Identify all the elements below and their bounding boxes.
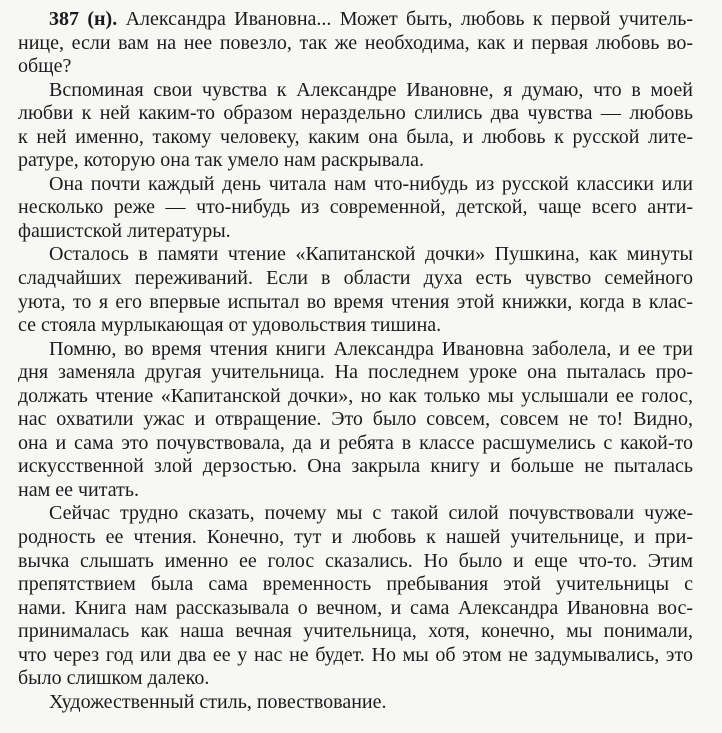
paragraph (18, 338, 693, 503)
text-line: нами. Книга нам рассказывала о вечном, и сама Александра Ивановна вос- (18, 596, 693, 619)
text-line: Она почти каждый день читала нам что-нибудь из русской классики или (49, 172, 693, 195)
text-line: несколько реже — что-нибудь из современной, детской, чаще всего анти- (18, 196, 693, 219)
text-line: родность ее чтения. Конечно, тут и любовь к нашей учительнице, и при- (18, 526, 693, 549)
text-line: Помню, во время чтения книги Александра Ивановна заболела, и ее три (49, 337, 693, 360)
text-line: Вспоминая свои чувства к Александре Ивановне, я думаю, что в моей (49, 78, 693, 101)
paragraph (18, 79, 693, 173)
text-line: она и сама это почувствовала, да и ребята в классе расшумелись с какой-то (18, 431, 693, 454)
exercise-text-block (18, 8, 693, 714)
paragraph (18, 173, 693, 244)
text-line: се стояла мурлыкающая от удовольствия тишина. (18, 314, 442, 337)
text-line: Сейчас трудно сказать, почему мы с такой силой почувствовали чуже- (49, 502, 693, 525)
text-line: принималась как наша вечная учительница, хотя, конечно, мы понимали, (18, 620, 693, 643)
text-line: нице, если вам на нее повезло, так же необходима, как и первая любовь во- (18, 31, 693, 54)
exercise-number: 387 (н). (49, 8, 118, 30)
text-line: дня заменяла другая учительница. На последнем уроке она пыталась про- (18, 361, 693, 384)
text-line: Осталось в памяти чтение «Капитанской дочки» Пушкина, как минуты (49, 243, 693, 266)
text-line-content: Александра Ивановна... Может быть, любовь к первой учитель- (125, 8, 693, 30)
paragraph (18, 502, 693, 690)
text-line: ратуре, которую она так умело нам раскрывала. (18, 149, 424, 172)
text-line: к ней именно, такому человеку, каким она была, и любовь к русской лите- (18, 125, 693, 148)
text-line: обще? (18, 55, 72, 78)
text-line: Художественный стиль, повествование. (49, 690, 387, 713)
text-line: нас охватили ужас и отвращение. Это было совсем, совсем не то! Видно, (18, 408, 693, 431)
text-line: что через год или два ее у нас не будет. Но мы об этом не задумывались, это (18, 643, 693, 666)
text-line: было слишком далеко. (18, 667, 210, 690)
text-line (18, 8, 693, 32)
paragraph (18, 243, 693, 337)
text-line: нам ее читать. (18, 478, 139, 501)
text-line: уюта, то я его впервые испытал во время чтения этой книжки, когда в клас- (18, 290, 693, 313)
text-line: вычка слышать именно ее голос сказались. Но было и еще что-то. Этим (18, 549, 693, 572)
paragraph (18, 691, 693, 715)
paragraph (18, 8, 693, 79)
text-line: любви к ней каким-то образом нераздельно слились два чувства — любовь (18, 102, 693, 125)
text-line: должать чтение «Капитанской дочки», но как только мы услышали ее голос, (18, 384, 693, 407)
text-line: фашистской литературы. (18, 219, 231, 242)
text-line: сладчайших переживаний. Если в области духа есть чувство семейного (18, 267, 693, 290)
text-line: препятствием была сама временность пребывания этой учительницы с (18, 573, 693, 596)
text-line: искусственной злой дерзостью. Она закрыла книгу и больше не пыталась (18, 455, 693, 478)
